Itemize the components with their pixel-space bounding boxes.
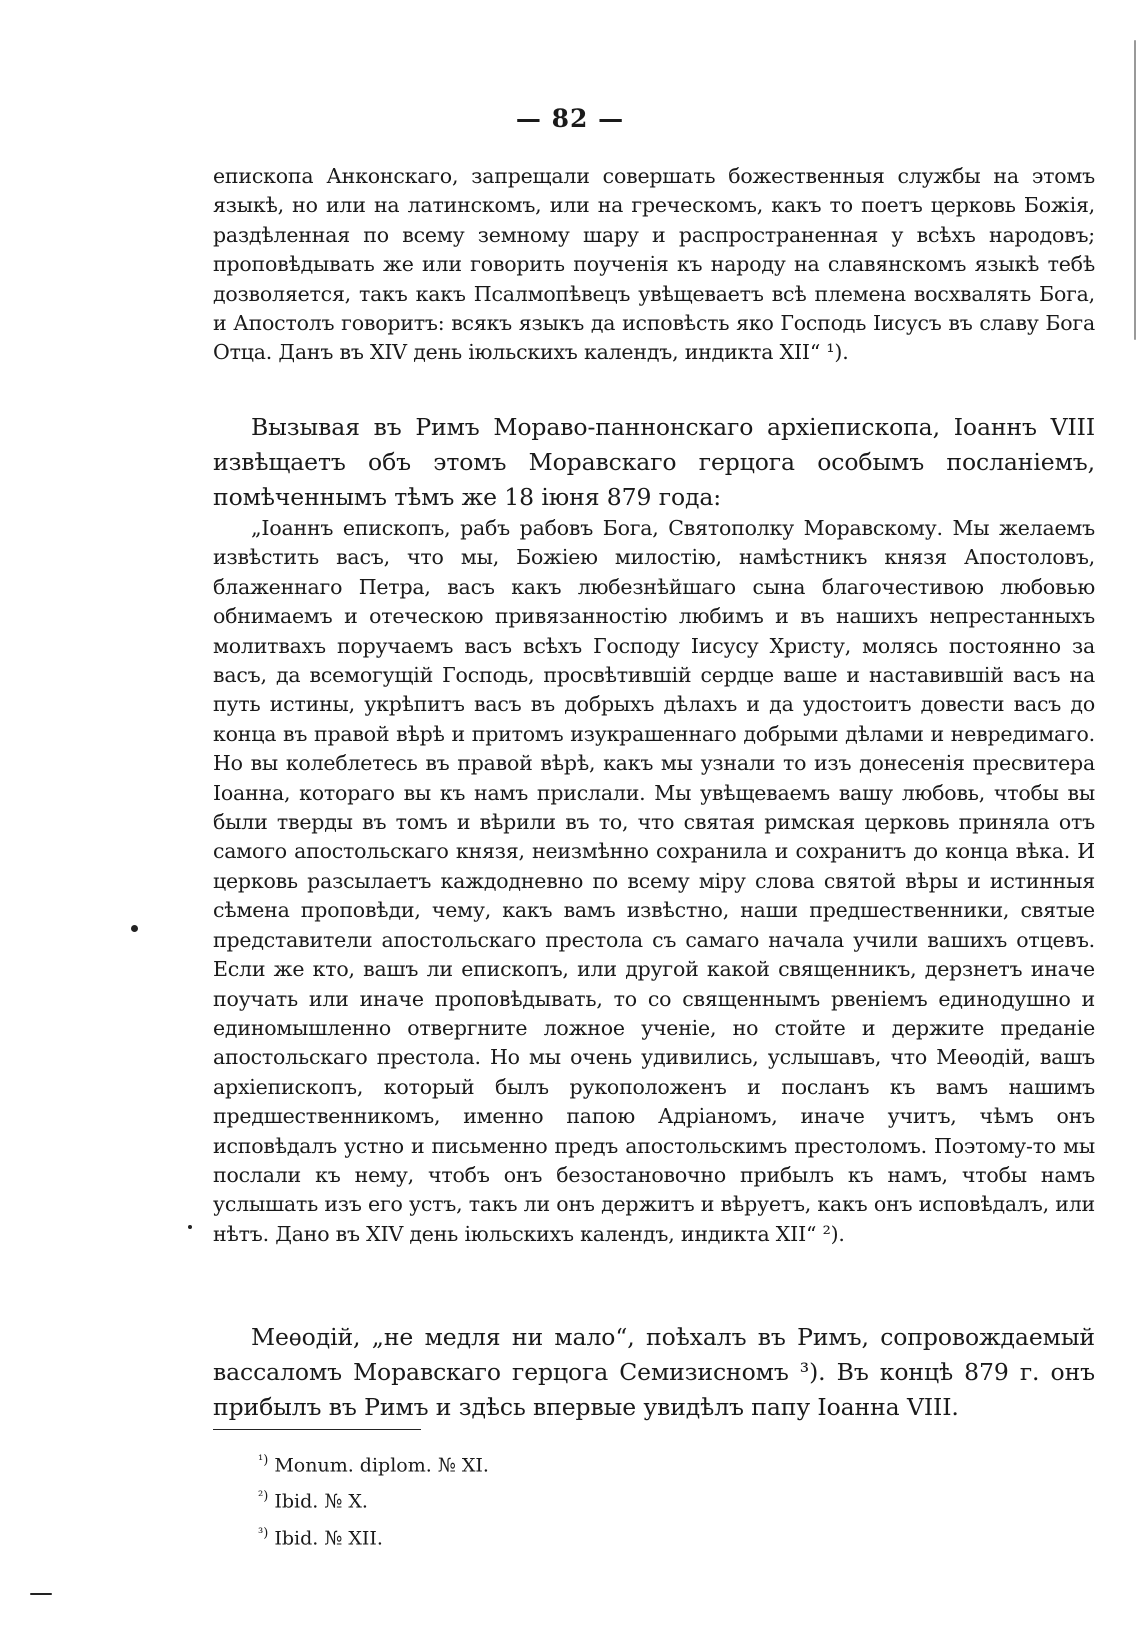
footnote-2 bbox=[258, 1481, 489, 1517]
footnote-marker: ¹) bbox=[258, 1453, 269, 1468]
footnote-text: Ibid. № X. bbox=[274, 1490, 368, 1513]
footnote-marker: ²) bbox=[258, 1489, 269, 1505]
footnote-marker: ³) bbox=[258, 1525, 269, 1541]
page-number: — 82 — bbox=[515, 104, 625, 133]
footnote-3 bbox=[258, 1518, 489, 1554]
footnote-text: Ibid. № XII. bbox=[274, 1526, 383, 1549]
paragraph-summons: Вызывая въ Римъ Мораво-паннонскаго архіепископа, Іоаннъ VIII извѣщаетъ объ этомъ Моравскаго герцога особымъ посланіемъ, помѣченнымъ тѣмъ же 18 іюня 879 года: bbox=[213, 413, 1095, 511]
paragraph-letter-to-svatopluk: „Іоаннъ епископъ, рабъ рабовъ Бога, Святополку Моравскому. Мы желаемъ извѣстить васъ, что мы, Божіею милостію, намѣстникъ князя Апостоловъ, блаженнаго Петра, васъ какъ любезнѣйшаго сына благочестивою любовью обнимаемъ и отеческою привязанностію любимъ и въ нашихъ непрестанныхъ молитвахъ поручаемъ васъ всѣхъ Господу Іисусу Христу, молясь постоянно за васъ, да всемогущій Господь, просвѣтившій сердце ваше и наставившій васъ на путь истины, укрѣпитъ васъ въ добрыхъ дѣлахъ и да удостоитъ довести васъ до конца въ правой вѣрѣ и притомъ изукрашеннаго добрыми дѣлами и невредимаго. Но вы колеблетесь въ правой вѣрѣ, какъ мы узнали то изъ донесенія пресвитера Іоанна, котораго вы къ намъ прислали. Мы увѣщеваемъ вашу любовь, чтобы вы были тверды въ томъ и вѣрили въ то, что святая римская церковь приняла отъ самого апостольскаго князя, неизмѣнно сохранила и сохранитъ до конца вѣка. И церковь разсылаетъ каждодневно по всему міру слова святой вѣры и истинныя сѣмена проповѣди, чему, какъ вамъ извѣстно, наши предшественники, святые представители апостольскаго престола съ самаго начала учили вашихъ отцевъ. Если же кто, вашъ ли епископъ, или другой какой священникъ, дерзнетъ иначе поучать или иначе проповѣдывать, то со священнымъ рвеніемъ единодушно и единомышленно отвергните ложное ученіе, но стойте и держите преданіе апостольскаго престола. Но мы очень удивились, услышавъ, что Меѳодій, вашъ архіепископъ, который былъ рукоположенъ и посланъ къ вамъ нашимъ предшественникомъ, именно папою Адріаномъ, иначе учитъ, чѣмъ онъ исповѣдалъ устно и письменно предъ апостольскимъ престоломъ. Поэтому-то мы послали къ нему, чтобъ онъ безостановочно прибылъ къ намъ, чтобы намъ услышать изъ его устъ, такъ ли онъ держитъ и вѣруетъ, какъ онъ исповѣдалъ, или нѣтъ. Дано въ XIV день іюльскихъ календъ, индикта XII“ ²). bbox=[213, 516, 1095, 1246]
paragraph-continuation: епископа Анконскаго, запрещали совершать божественныя службы на этомъ языкѣ, но или на латинскомъ, или на греческомъ, какъ то поетъ церковь Божія, раздѣленная по всему земному шару и распространенная у всѣхъ народовъ; проповѣдывать же или говорить поученія къ народу на славянскомъ языкѣ тебѣ дозволяется, такъ какъ Псалмопѣвецъ увѣщеваетъ всѣ племена восхвалять Бога, и Апостолъ говоритъ: всякъ языкъ да исповѣсть яко Господь Іисусъ въ славу Бога Отца. Данъ въ XIV день іюльскихъ календъ, индикта XII“ ¹). bbox=[213, 164, 1095, 365]
footnote-text: Monum. diplom. № XI. bbox=[274, 1454, 489, 1477]
scan-speck bbox=[131, 925, 138, 932]
footnote-1 bbox=[258, 1445, 489, 1481]
scan-speck bbox=[188, 1225, 192, 1229]
footnote-separator bbox=[213, 1429, 421, 1430]
paragraph-methodius-journey: Меѳодій, „не медля ни мало“, поѣхалъ въ Римъ, сопровождаемый вассаломъ Моравскаго герцога Семизисномъ ³). Въ концѣ 879 г. онъ прибылъ въ Римъ и здѣсь впервые увидѣлъ папу Іоанна VIII. bbox=[213, 1323, 1095, 1421]
footnotes-list bbox=[258, 1445, 489, 1554]
scan-speck bbox=[30, 1593, 52, 1595]
scan-speck bbox=[1134, 40, 1136, 340]
